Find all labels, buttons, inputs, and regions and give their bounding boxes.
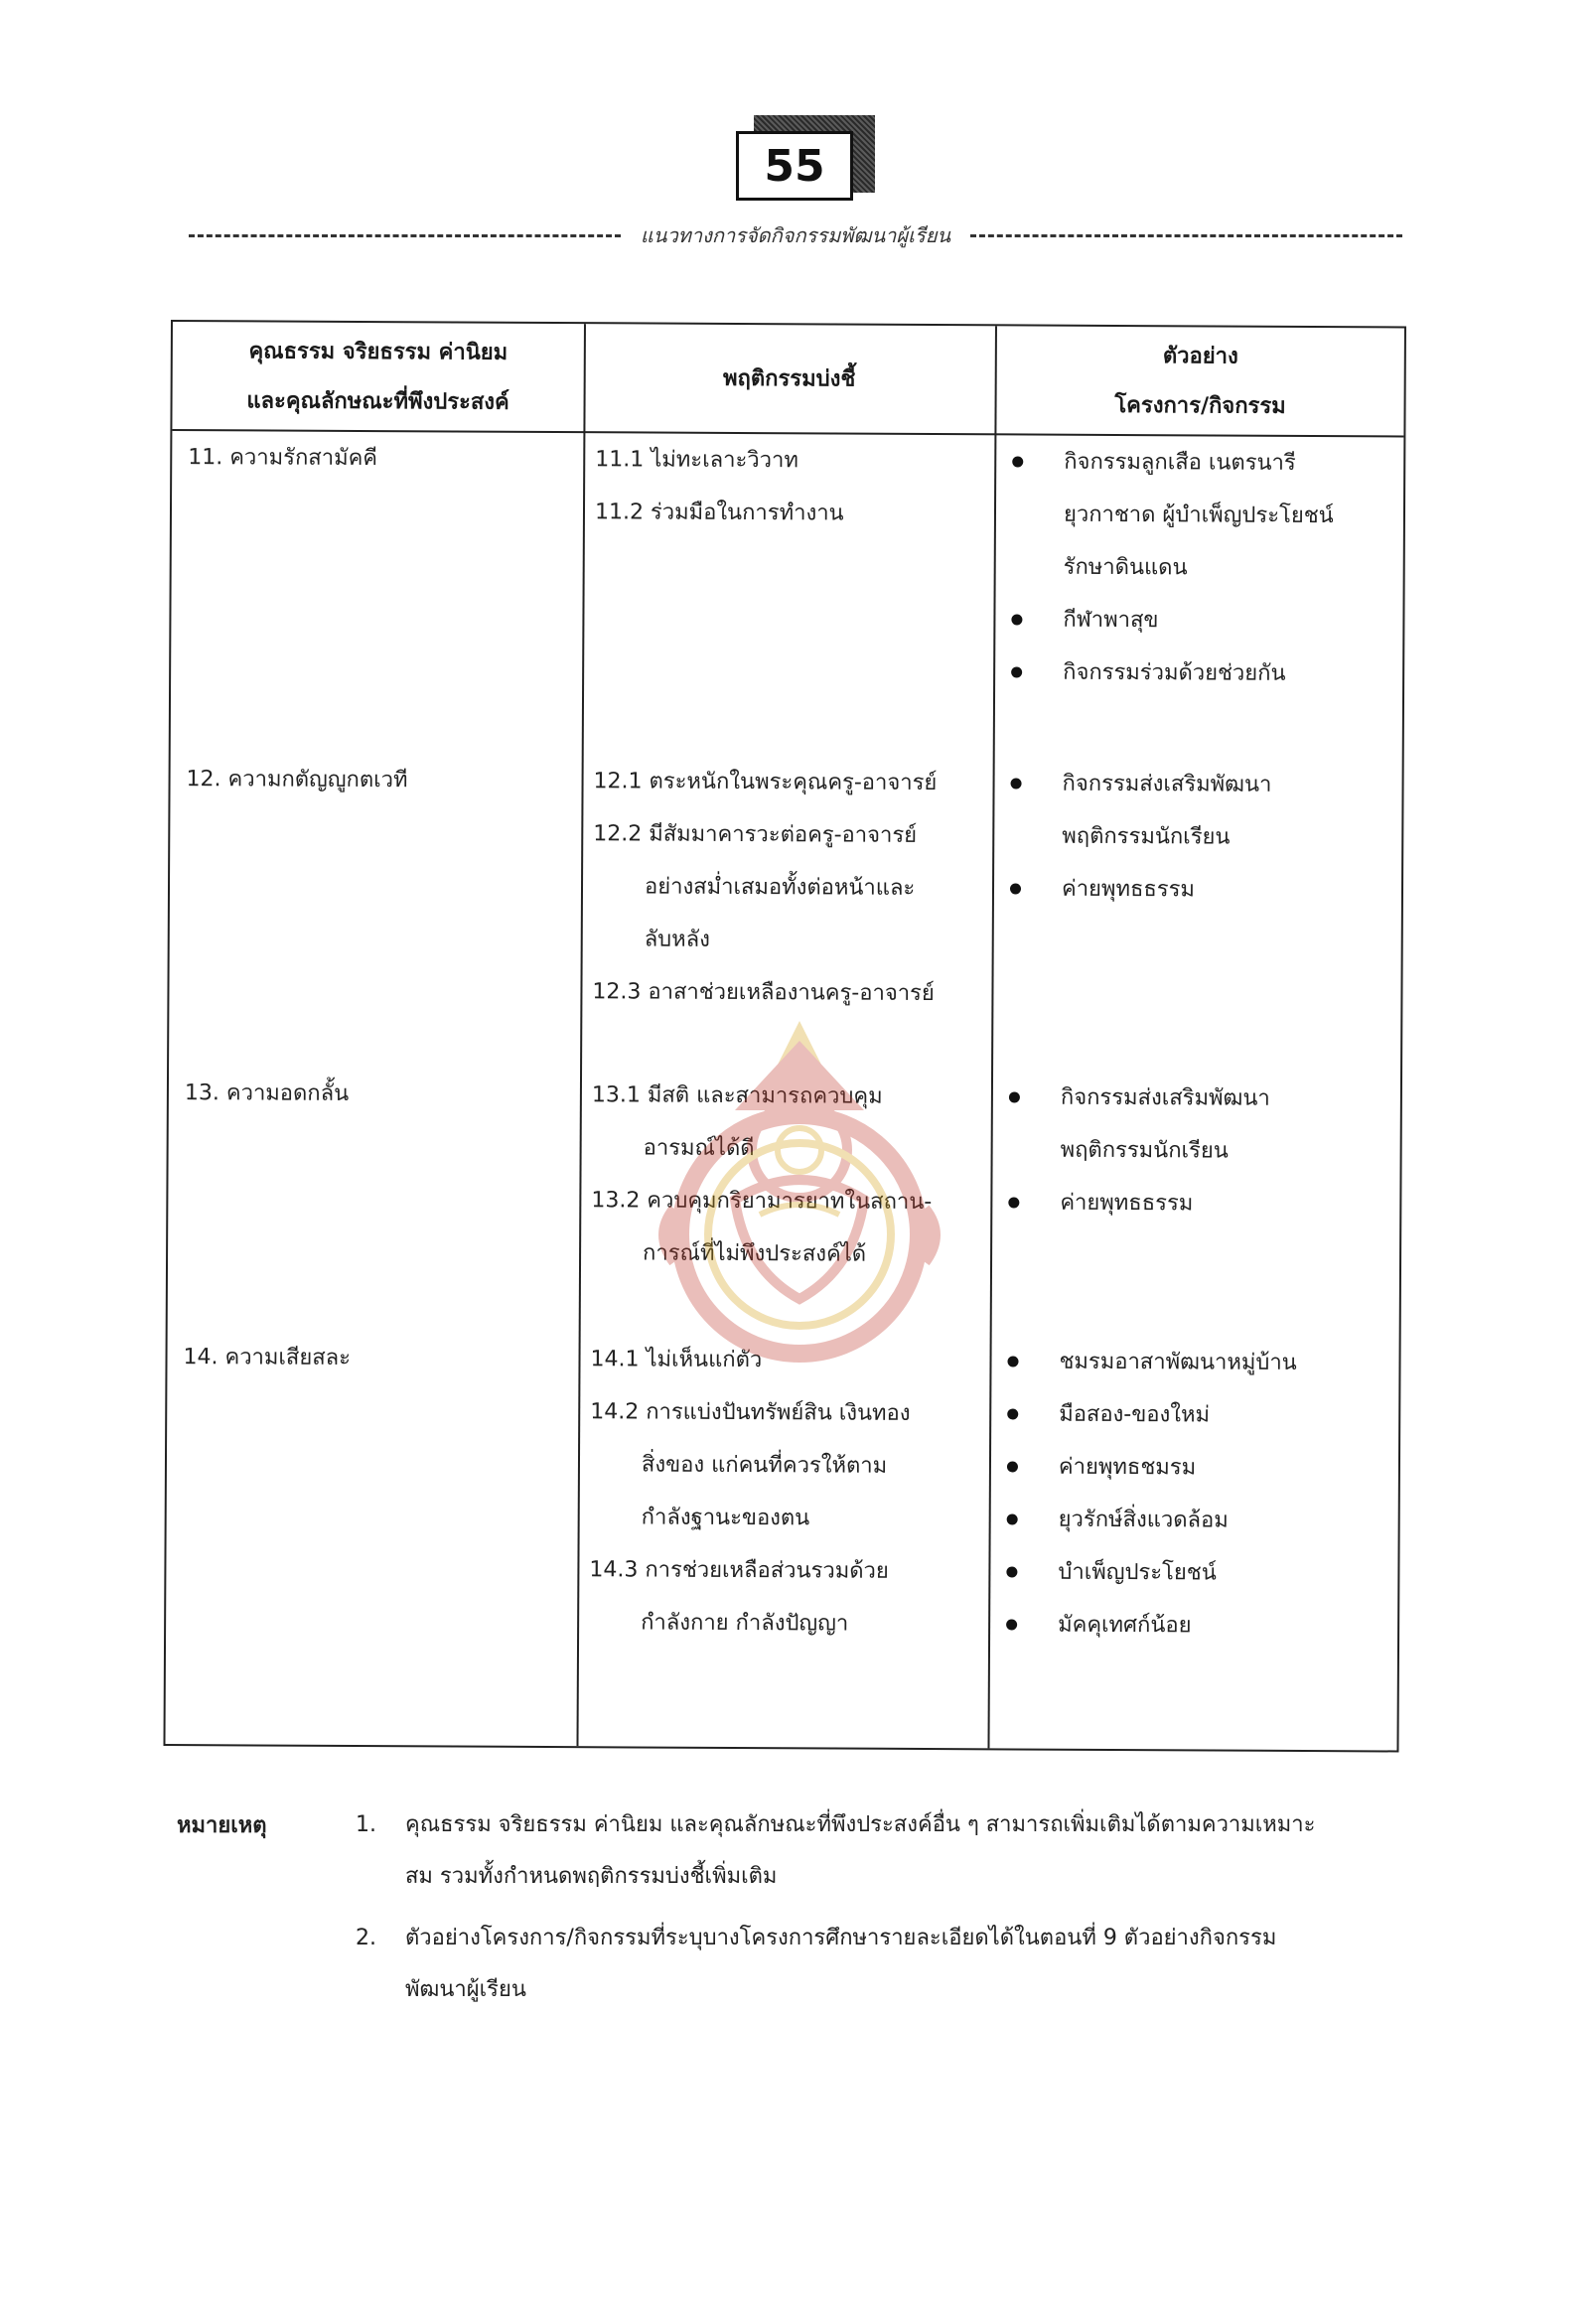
behavior-14-2: 14.2 การแบ่งปันทรัพย์สิน เงินทอง: [590, 1399, 911, 1426]
behaviors-11: [595, 433, 844, 539]
example-item: [1003, 646, 1333, 700]
behavior-14-2-cont: สิ่งของ แก่คนที่ควรให้ตาม: [641, 1452, 888, 1479]
example-text: กิจกรรมลูกเสือ เนตรนารี: [1064, 449, 1296, 476]
example-item: [999, 1335, 1297, 1389]
notes-label: หมายเหตุ: [177, 1813, 267, 1838]
example-text-cont: พฤติกรรมนักเรียน: [1060, 1137, 1229, 1164]
example-text-cont: ยุวกาชาด ผู้บำเพ็ญประโยชน์: [1063, 502, 1334, 529]
example-text-cont: พฤติกรรมนักเรียน: [1062, 823, 1231, 850]
example-text: กิจกรรมส่งเสริมพัฒนา: [1062, 771, 1272, 797]
example-text: ชมรมอาสาพัฒนาหมู่บ้าน: [1059, 1349, 1297, 1375]
example-item: [998, 1545, 1296, 1600]
column-divider-2: [987, 326, 996, 1748]
bullet-dot-icon: [1007, 1356, 1018, 1367]
bullet-dot-icon: [1007, 1513, 1018, 1524]
bullet-dot-icon: [1011, 778, 1022, 789]
example-text: ค่ายพุทธชมรม: [1058, 1454, 1197, 1481]
virtue-12: 12. ความกตัญญูกตเวที: [186, 767, 408, 793]
virtues-table: [163, 320, 1406, 1752]
example-item: [1001, 1071, 1270, 1124]
header-virtues-line-1: คุณธรรม จริยธรรม ค่านิยม: [248, 338, 508, 365]
virtue-13: 13. ความอดกลั้น: [184, 1080, 350, 1106]
example-item: [999, 1493, 1297, 1547]
examples-14: [998, 1335, 1297, 1653]
examples-12: [1002, 757, 1272, 916]
example-item: [1003, 593, 1333, 648]
example-text: บำเพ็ญประโยชน์: [1058, 1559, 1217, 1586]
example-text: ยุวรักษ์สิ่งแวดล้อม: [1058, 1507, 1229, 1533]
behaviors-13: [591, 1069, 933, 1281]
bullet-dot-icon: [1011, 666, 1022, 677]
behavior-14-3: 14.3 การช่วยเหลือส่วนรวมด้วย: [589, 1557, 889, 1584]
column-divider-1: [576, 324, 585, 1746]
bullet-dot-icon: [1009, 1091, 1020, 1102]
example-text: มือสอง-ของใหม่: [1059, 1401, 1211, 1428]
example-text: กีฬาพาสุข: [1063, 607, 1159, 634]
virtue-14: 14. ความเสียสละ: [183, 1345, 352, 1370]
example-text: มัคคุเทศก์น้อย: [1058, 1612, 1192, 1639]
example-item: [1004, 435, 1334, 490]
bullet-dot-icon: [1008, 1197, 1019, 1208]
example-item: [1000, 1176, 1269, 1229]
examples-13: [1000, 1071, 1270, 1229]
behavior-14-1: 14.1 ไม่เห็นแก่ตัว: [590, 1347, 763, 1373]
header-virtues: [172, 322, 584, 431]
example-text-cont: รักษาดินแดน: [1063, 554, 1188, 581]
example-item: [1002, 757, 1271, 810]
note-1: [356, 1799, 1319, 1903]
header-dash-right: [970, 234, 1402, 237]
behaviors-12: [592, 755, 937, 1020]
page-number-badge: [736, 115, 875, 205]
header-behaviors: [583, 324, 995, 433]
page-number: 55: [736, 131, 853, 201]
note-text: ตัวอย่างโครงการ/กิจกรรมที่ระบุบางโครงการศึกษารายละเอียดได้ในตอนที่ 9 ตัวอย่างกิจกรรมพัฒนาผู้เรียน: [405, 1926, 1277, 2002]
example-item: [999, 1440, 1297, 1495]
running-header-title: แนวทางการจัดกิจกรรมพัฒนาผู้เรียน: [640, 223, 951, 247]
bullet-dot-icon: [1006, 1566, 1017, 1577]
virtue-11: 11. ความรักสามัคคี: [188, 445, 378, 472]
behavior-12-3: 12.3 อาสาช่วยเหลืองานครู-อาจารย์: [592, 979, 935, 1007]
bullet-dot-icon: [1007, 1408, 1018, 1419]
behavior-12-2-cont: ลับหลัง: [644, 927, 710, 952]
example-text: ค่ายพุทธธรรม: [1061, 876, 1196, 903]
running-header: [189, 220, 1402, 250]
examples-11: [1003, 435, 1334, 700]
behavior-13-1-cont: อารมณ์ได้ดี: [643, 1135, 755, 1162]
behaviors-14: [589, 1333, 911, 1651]
example-text: ค่ายพุทธธรรม: [1060, 1190, 1194, 1217]
example-item: [998, 1598, 1296, 1653]
behavior-12-2-cont: อย่างสม่ำเสมอทั้งต่อหน้าและ: [644, 874, 916, 901]
behavior-11-2: 11.2 ร่วมมือในการทำงาน: [594, 500, 844, 526]
behavior-14-3-cont: กำลังกาย กำลังปัญญา: [641, 1610, 849, 1637]
example-text: กิจกรรมร่วมด้วยช่วยกัน: [1063, 659, 1286, 686]
behavior-13-2-cont: การณ์ที่ไม่พึงประสงค์ได้: [643, 1240, 867, 1267]
behavior-14-2-cont: กำลังฐานะของตน: [641, 1505, 810, 1531]
note-number: 1.: [356, 1812, 376, 1837]
behavior-13-1: 13.1 มีสติ และสามารถควบคุม: [591, 1082, 883, 1109]
bullet-dot-icon: [1010, 883, 1021, 894]
note-number: 2.: [356, 1926, 376, 1950]
example-item: [1002, 862, 1271, 916]
header-examples: [994, 326, 1406, 435]
header-virtues-line-2: และคุณลักษณะที่พึงประสงค์: [246, 387, 509, 415]
behavior-13-2: 13.2 ควบคุมกริยามารยาทในสถาน-: [591, 1188, 933, 1216]
behavior-12-1: 12.1 ตระหนักในพระคุณครู-อาจารย์: [593, 769, 938, 796]
behavior-12-2: 12.2 มีสัมมาคารวะต่อครู-อาจารย์: [593, 821, 918, 848]
note-text: คุณธรรม จริยธรรม ค่านิยม และคุณลักษณะที่พึงประสงค์อื่น ๆ สามารถเพิ่มเติมได้ตามความเหมาะสม รวมทั้งกำหนดพฤติกรรมบ่งชี้เพิ่มเติม: [405, 1812, 1316, 1889]
bullet-dot-icon: [1012, 456, 1023, 467]
note-2: [356, 1913, 1319, 2016]
example-text: กิจกรรมส่งเสริมพัฒนา: [1060, 1084, 1270, 1111]
example-item: [999, 1387, 1297, 1442]
behavior-11-1: 11.1 ไม่ทะเลาะวิวาท: [595, 447, 798, 474]
bullet-dot-icon: [1011, 614, 1022, 625]
bullet-dot-icon: [1007, 1461, 1018, 1472]
header-dash-left: [189, 234, 621, 237]
bullet-dot-icon: [1006, 1619, 1017, 1630]
header-behaviors-line: พฤติกรรมบ่งชี้: [723, 364, 856, 392]
header-examples-line-2: โครงการ/กิจกรรม: [1114, 391, 1286, 419]
header-examples-line-1: ตัวอย่าง: [1162, 343, 1238, 369]
